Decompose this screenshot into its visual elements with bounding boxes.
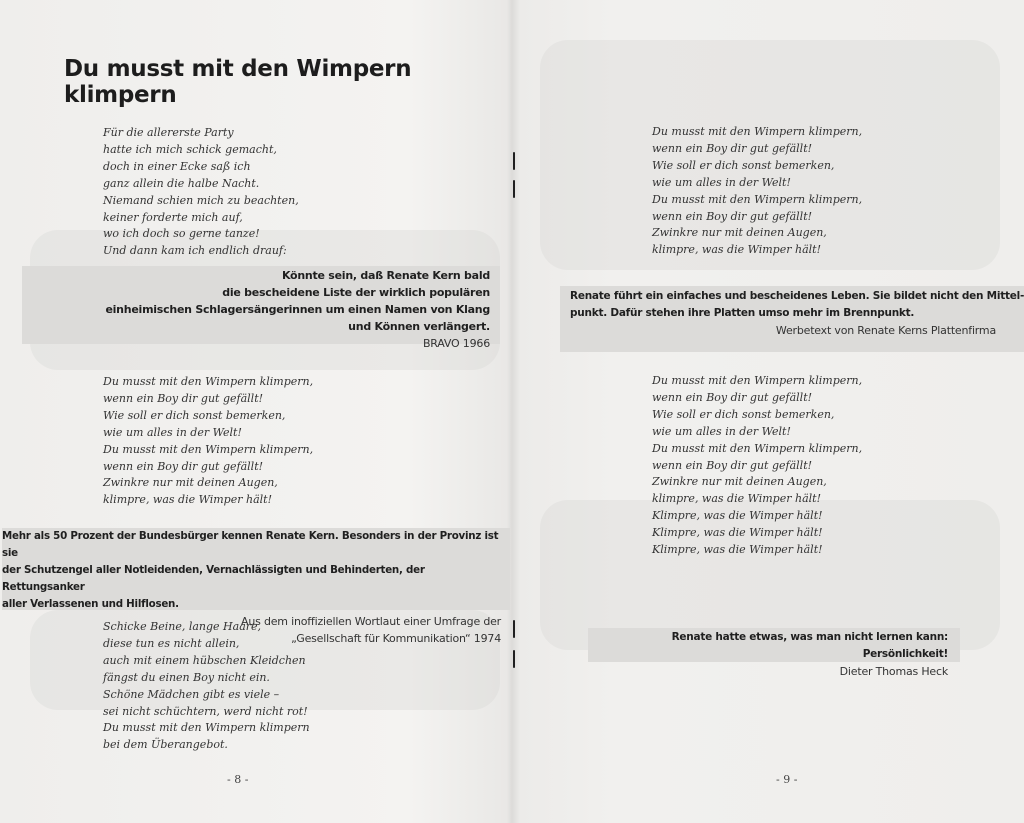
verse-line: wie um alles in der Welt! (103, 425, 242, 439)
verse-line: bei dem Überangebot. (103, 738, 228, 752)
verse-line: Zwinkre nur mit deinen Augen, (652, 475, 827, 489)
verse-line: Zwinkre nur mit deinen Augen, (652, 226, 827, 240)
quote-line: Mehr als 50 Prozent der Bundesbürger kennen Renate Kern. Besonders in der Provinz ist sie (2, 530, 499, 559)
verse-line: Niemand schien mich zu beachten, (103, 193, 299, 207)
verse-line: Wie soll er dich sonst bemerken, (652, 158, 835, 172)
quote-block-heck (588, 628, 960, 678)
verse-line: Wie soll er dich sonst bemerken, (103, 408, 286, 422)
verse-line: Du musst mit den Wimpern klimpern, (652, 374, 863, 387)
quote-source: „Gesellschaft für Kommunikation“ 1974 (291, 632, 501, 645)
verse-line: wie um alles in der Welt! (652, 424, 791, 438)
quote-line: Renate führt ein einfaches und bescheidenes Leben. Sie bildet nicht den Mittel- (570, 290, 1024, 302)
verse-line: doch in einer Ecke saß ich (103, 159, 251, 173)
verse-line: Zwinkre nur mit deinen Augen, (103, 476, 278, 490)
page-number: - 9 - (776, 773, 798, 786)
verse-line: Du musst mit den Wimpern klimpern, (652, 441, 863, 455)
page-title: Du musst mit den Wimpern klimpern (64, 56, 412, 108)
verse-line: Klimpre, was die Wimper hält! (652, 543, 823, 557)
quote-block-bravo (22, 266, 500, 350)
verse-line: Klimpre, was die Wimper hält! (652, 509, 823, 523)
verse-line: Du musst mit den Wimpern klimpern (103, 721, 310, 735)
verse-stanza-1 (103, 125, 299, 260)
verse-line: Du musst mit den Wimpern klimpern, (103, 442, 314, 456)
quote-line: einheimischen Schlagersängerinnen um einen Namen von Klang (105, 303, 490, 316)
quote-line: und Können verlängert. (348, 320, 490, 333)
verse-line: Und dann kam ich endlich drauf: (103, 244, 287, 258)
quote-line: Renate hatte etwas, was man nicht lernen kann: Persönlichkeit! (671, 631, 948, 660)
verse-line: Du musst mit den Wimpern klimpern, (652, 125, 863, 138)
quote-source: BRAVO 1966 (422, 337, 490, 350)
verse-line: wenn ein Boy dir gut gefällt! (652, 390, 813, 404)
verse-line: hatte ich mich schick gemacht, (103, 142, 277, 156)
verse-line: Du musst mit den Wimpern klimpern, (103, 375, 314, 388)
verse-line: wenn ein Boy dir gut gefällt! (652, 141, 813, 155)
quote-line: Könnte sein, daß Renate Kern bald (281, 269, 490, 282)
verse-line: wenn ein Boy dir gut gefällt! (103, 391, 264, 405)
verse-line: wenn ein Boy dir gut gefällt! (103, 459, 264, 473)
verse-line: sei nicht schüchtern, werd nicht rot! (103, 704, 308, 718)
verse-line: ganz allein die halbe Nacht. (103, 176, 260, 190)
verse-stanza-3 (103, 619, 310, 754)
verse-line: Schicke Beine, lange Haare, (103, 620, 262, 633)
verse-line: wenn ein Boy dir gut gefällt! (652, 458, 813, 472)
verse-stanza-2 (652, 373, 862, 559)
verse-line: wo ich doch so gerne tanze! (103, 227, 260, 241)
verse-line: klimpre, was die Wimper hält! (652, 243, 821, 257)
quote-line: die bescheidene Liste der wirklich populären (222, 286, 490, 299)
quote-source: Dieter Thomas Heck (839, 665, 948, 678)
verse-line: keiner forderte mich auf, (103, 210, 243, 224)
quote-source: Aus dem inoffiziellen Wortlaut einer Umfrage der (241, 615, 501, 628)
verse-line: diese tun es nicht allein, (103, 636, 240, 650)
verse-line: fängst du einen Boy nicht ein. (103, 670, 270, 684)
verse-line: klimpre, was die Wimper hält! (103, 493, 272, 507)
verse-line: Du musst mit den Wimpern klimpern, (652, 192, 863, 206)
verse-stanza-2 (103, 374, 313, 509)
verse-line: klimpre, was die Wimper hält! (652, 492, 821, 506)
page-number: - 8 - (227, 773, 249, 786)
verse-line: wenn ein Boy dir gut gefällt! (652, 209, 813, 223)
quote-line: der Schutzengel aller Notleidenden, Vernachlässigten und Behinderten, der Rettungsanker (2, 564, 425, 593)
verse-line: Für die allererste Party (103, 126, 234, 139)
verse-line: Schöne Mädchen gibt es viele – (103, 687, 280, 701)
verse-line: Klimpre, was die Wimper hält! (652, 526, 823, 540)
verse-stanza-1 (652, 124, 862, 259)
verse-line: wie um alles in der Welt! (652, 175, 791, 189)
verse-line: auch mit einem hübschen Kleidchen (103, 653, 306, 667)
quote-line: aller Verlassenen und Hilflosen. (2, 598, 179, 610)
quote-block-label (560, 286, 1024, 352)
quote-source: Werbetext von Renate Kerns Plattenfirma (775, 324, 996, 337)
right-page (512, 0, 1024, 823)
verse-line: Wie soll er dich sonst bemerken, (652, 407, 835, 421)
quote-line: punkt. Dafür stehen ihre Platten umso mehr im Brennpunkt. (570, 307, 915, 319)
